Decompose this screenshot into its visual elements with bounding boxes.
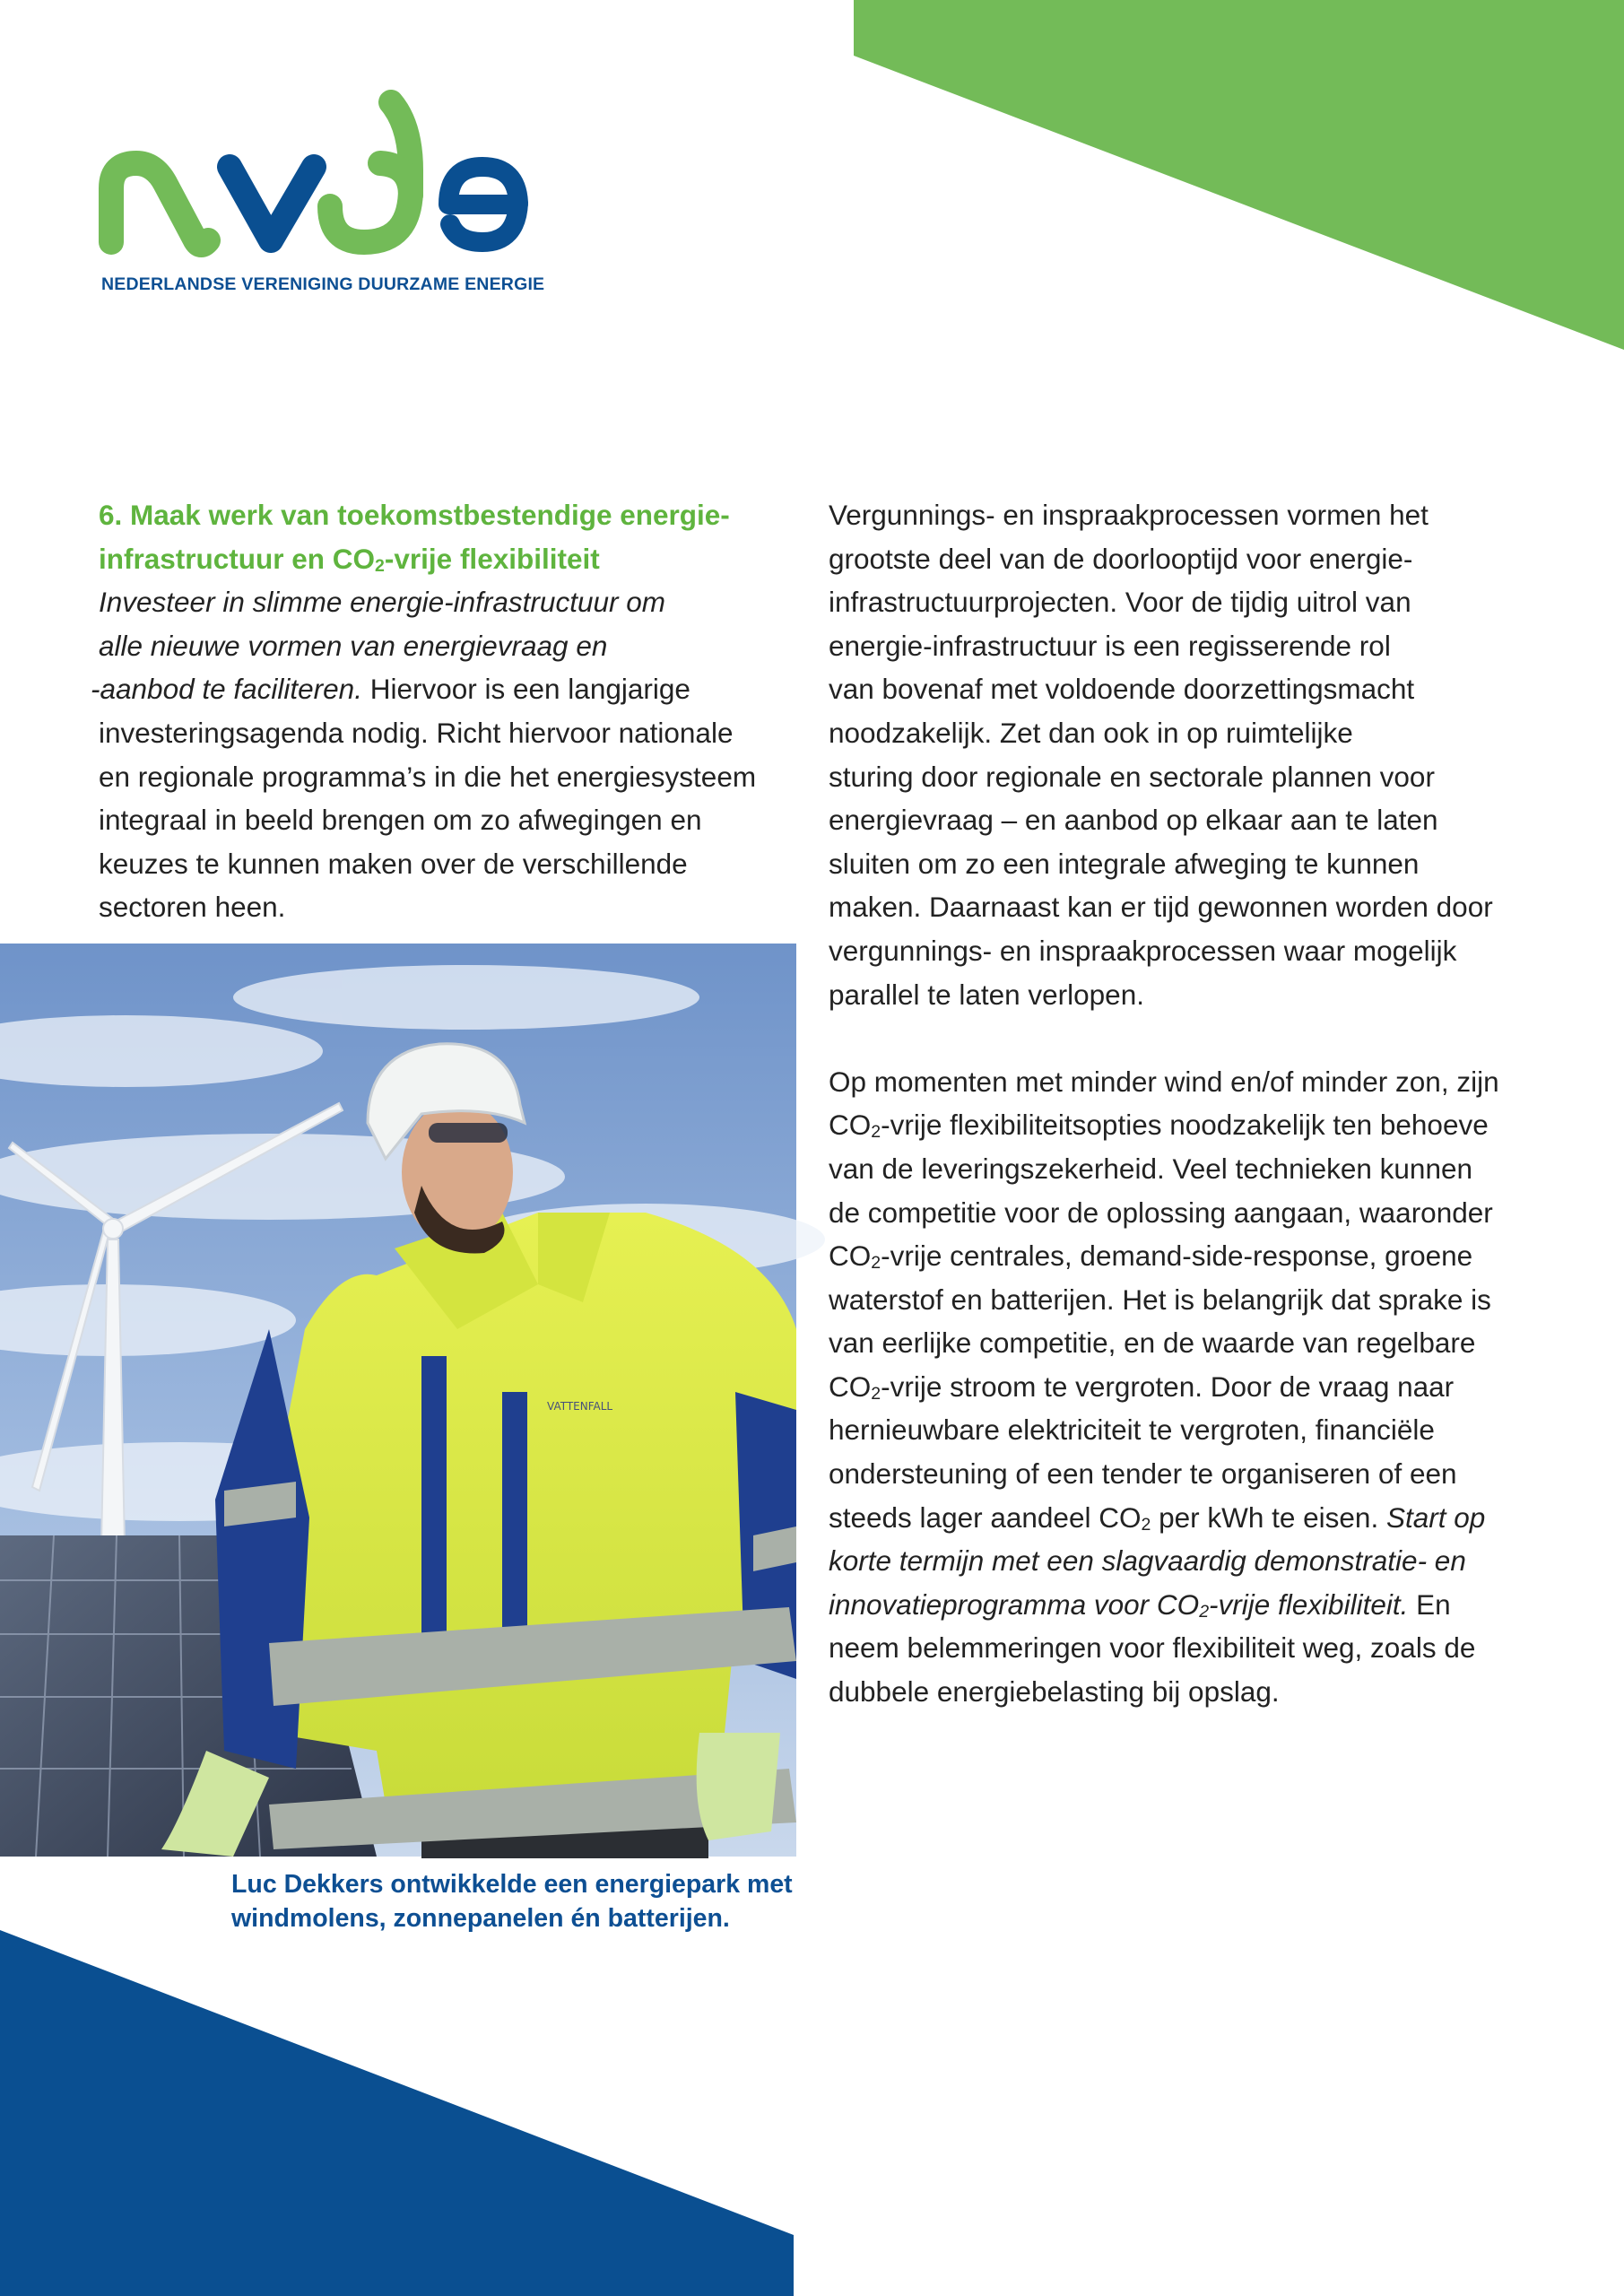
p2-line-9: hernieuwbare elektriciteit te vergroten, financiële [829,1413,1435,1447]
bottom-left-blue-shape [0,1919,807,2296]
p1-line-4: energie-infrastructuur is een regisserende rol [829,629,1391,662]
intro-line-1: Investeer in slimme energie-infrastructuur om [99,586,665,619]
p2-line-5: $CO_2$-vrije centrales, demand-side-response, groene [829,1239,1473,1274]
p2-line-7: van eerlijke competitie, en de waarde van regelbare [829,1326,1476,1360]
p2-line-11: steeds lager aandeel $CO_2$ per kWh te eisen. Start op [829,1500,1486,1535]
p2-line-14: neem belemmeringen voor flexibiliteit weg, zoals de [829,1631,1476,1665]
p2-line-15: dubbele energiebelasting bij opslag. [829,1675,1280,1709]
p2-line-2: $CO_2$-vrije flexibiliteitsopties noodzakelijk ten behoeve [829,1109,1489,1143]
p1-line-5: van bovenaf met voldoende doorzettingsmacht [829,673,1415,706]
p1-line-9: sluiten om zo een integrale afweging te kunnen [829,847,1420,880]
p1-line-6: noodzakelijk. Zet dan ook in op ruimtelijke [829,716,1353,749]
jacket-brand-text: VATTENFALL [547,1400,613,1413]
logo-wordmark: nvde [95,78,126,93]
photo-caption [231,1867,859,1935]
body-line-4: investeringsagenda nodig. Richt hiervoor nationale [99,716,734,749]
p2-line-3: van de leveringszekerheid. Veel technieken kunnen [829,1152,1472,1185]
p1-line-8: energievraag – en aanbod op elkaar aan te laten [829,804,1438,837]
p2-line-1: Op momenten met minder wind en/of minder zon, zijn [829,1065,1499,1098]
p1-line-11: vergunnings- en inspraakprocessen waar mogelijk [829,934,1457,967]
body-line-7: keuzes te kunnen maken over de verschillende [99,847,688,880]
right-column [829,493,1537,1714]
p1-line-3: infrastructuurprojecten. Voor de tijdig uitrol van [829,586,1411,619]
intro-line-2: alle nieuwe vormen van energievraag en [99,629,608,662]
nvde-logo [95,78,633,305]
p1-line-1: Vergunnings- en inspraakprocessen vormen het [829,499,1429,531]
p2-line-4: de competitie voor de oplossing aangaan, waaronder [829,1196,1493,1229]
p1-line-12: parallel te laten verlopen. [829,978,1144,1011]
left-column [91,493,807,929]
body-line-5: en regionale programma’s in die het energiesysteem [99,760,757,793]
caption-line-2: windmolens, zonnepanelen én batterijen. [231,1904,730,1933]
worker-wind-solar-photo [0,944,796,1857]
p2-line-6: waterstof en batterijen. Het is belangrijk dat sprake is [829,1283,1491,1316]
caption-line-1: Luc Dekkers ontwikkelde een energiepark met [231,1870,793,1899]
p1-line-7: sturing door regionale en sectorale plannen voor [829,760,1435,793]
p2-line-12: korte termijn met een slagvaardig demonstratie- en [829,1544,1466,1578]
body-line-8: sectoren heen. [99,891,286,924]
p1-line-2: grootste deel van de doorlooptijd voor energie- [829,542,1413,575]
intro-line-3: -aanbod te faciliteren. Hiervoor is een langjarige [91,673,690,706]
p2-line-10: ondersteuning of een tender te organiseren of een [829,1457,1457,1491]
body-line-6: integraal in beeld brengen om zo afwegingen en [99,804,702,837]
section-heading-line-2: infrastructuur en $CO_2$-vrije flexibiliteit [99,542,600,576]
section-heading-line-1: 6. Maak werk van toekomstbestendige energie- [99,499,730,531]
p2-line-13: innovatieprogramma voor $CO_2$-vrije flexibiliteit. En [829,1587,1451,1622]
logo-tagline: NEDERLANDSE VERENIGING DUURZAME ENERGIE [101,274,545,294]
p1-line-10: maken. Daarnaast kan er tijd gewonnen worden door [829,891,1493,924]
p2-line-8: $CO_2$-vrije stroom te vergroten. Door de vraag naar [829,1370,1455,1404]
